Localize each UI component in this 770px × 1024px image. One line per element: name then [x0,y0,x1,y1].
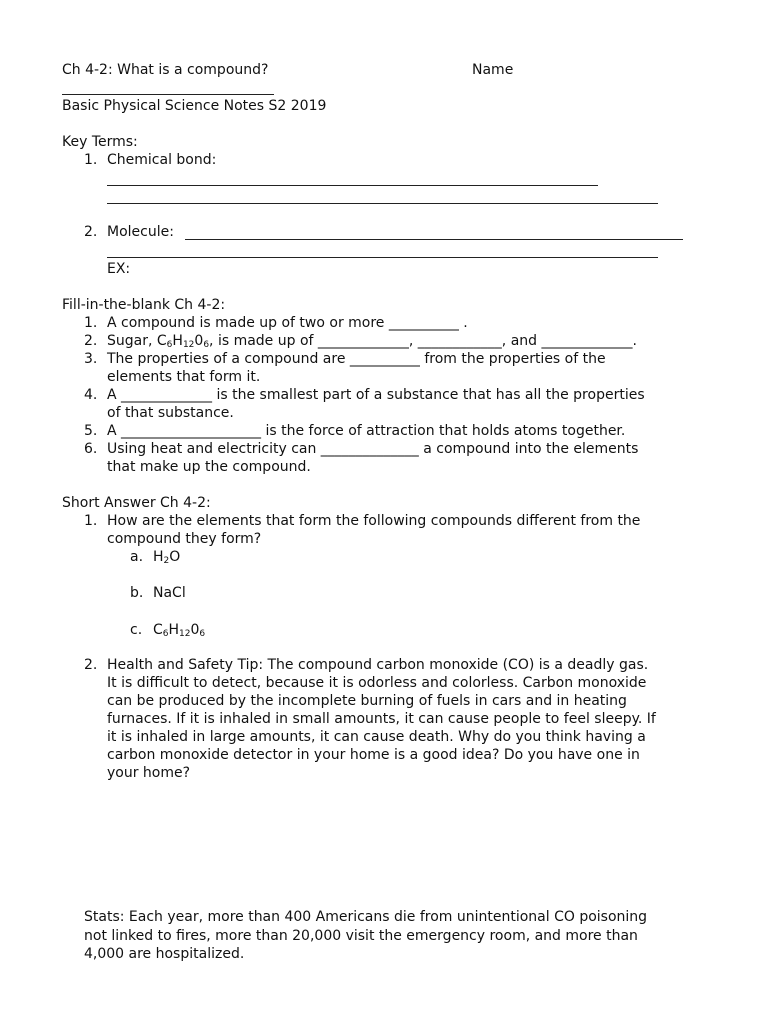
key-terms-heading: Key Terms: [62,134,138,150]
compound-h2o: $H_2O$ [153,549,181,566]
question-number: 1. [84,315,98,331]
stats-line: Stats: Each year, more than 400 Americans die from unintentional CO poisoning [84,909,648,925]
health-tip-line: it is inhaled in large amounts, it can cause death. Why do you think having a [107,729,646,745]
health-tip-line: your home? [107,765,191,781]
question-number: 3. [84,351,98,367]
key-term-chemical-bond: Chemical bond: [107,152,217,168]
question-number: 4. [84,387,98,403]
health-tip-line: carbon monoxide detector in your home is a good idea? Do you have one in [107,747,640,763]
answer-line [107,257,658,258]
question-number: 1. [84,513,98,529]
compound-glucose: $C_6H_{12}0_6$ [153,622,206,639]
answer-line [107,185,598,186]
fill-in-question: A compound is made up of two or more __________ . [107,315,468,331]
fill-in-question: A ____________________ is the force of attraction that holds atoms together. [107,423,626,439]
fill-in-question: Sugar, $C_6H_{12}0_6$, is made up of _____________, ____________, and _____________. [107,333,637,350]
health-tip-line: furnaces. If it is inhaled in small amounts, it can cause people to feel sleepy. If [107,711,656,727]
page-title: Ch 4-2: What is a compound? [62,62,269,78]
short-answer-question-cont: compound they form? [107,531,262,547]
health-tip-line: can be produced by the incomplete burning of fuels in cars and in heating [107,693,627,709]
short-answer-question: How are the elements that form the following compounds different from the [107,513,641,529]
sub-question-letter: b. [130,585,144,601]
fill-in-heading: Fill-in-the-blank Ch 4-2: [62,297,226,313]
key-term-number: 2. [84,224,98,240]
question-number: 5. [84,423,98,439]
course-title: Basic Physical Science Notes S2 2019 [62,98,327,114]
fill-in-question: A _____________ is the smallest part of a substance that has all the properties [107,387,645,403]
name-blank-line [62,94,274,95]
answer-line [107,203,658,204]
sub-question-letter: a. [130,549,144,565]
fill-in-question-cont: that make up the compound. [107,459,311,475]
question-number: 2. [84,657,98,673]
health-tip-line: Health and Safety Tip: The compound carbon monoxide (CO) is a deadly gas. [107,657,649,673]
key-term-molecule: Molecule: [107,224,174,240]
short-answer-heading: Short Answer Ch 4-2: [62,495,211,511]
health-tip-line: It is difficult to detect, because it is odorless and colorless. Carbon monoxide [107,675,647,691]
key-term-number: 1. [84,152,98,168]
compound-nacl: NaCl [153,585,186,601]
stats-line: not linked to fires, more than 20,000 visit the emergency room, and more than [84,928,638,944]
name-label: Name [472,62,514,78]
fill-in-question: The properties of a compound are __________ from the properties of the [107,351,606,367]
fill-in-question-cont: of that substance. [107,405,234,421]
question-number: 6. [84,441,98,457]
example-label: EX: [107,261,131,277]
stats-line: 4,000 are hospitalized. [84,946,245,962]
fill-in-question-cont: elements that form it. [107,369,261,385]
sub-question-letter: c. [130,622,143,638]
question-number: 2. [84,333,98,349]
fill-in-question: Using heat and electricity can ______________ a compound into the elements [107,441,639,457]
answer-line [185,239,683,240]
